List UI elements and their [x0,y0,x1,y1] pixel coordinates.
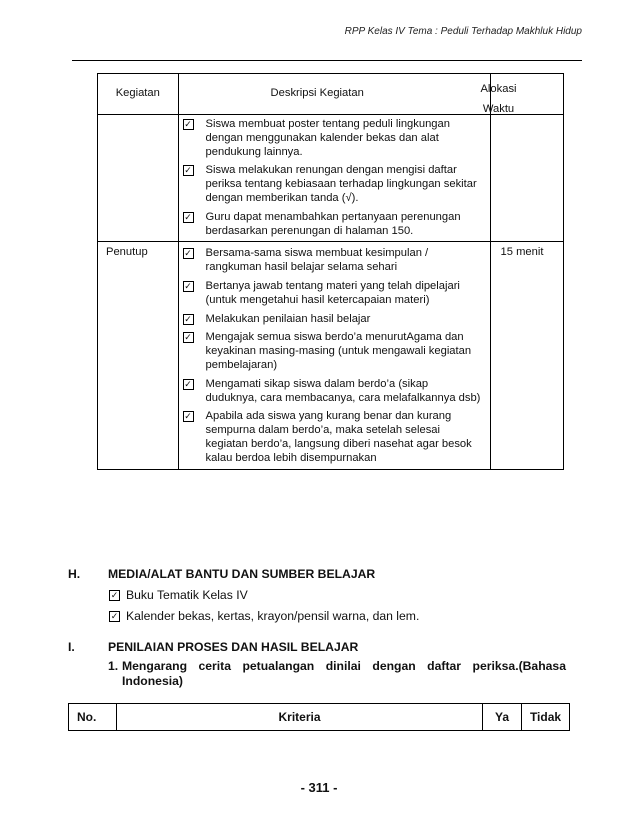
criteria-col-no: No. [69,704,117,731]
list-item: ✓ Mengajak semua siswa berdo’a menurutAgama dan keyakinan masing-masing (untuk mengawali kegiatan pembelajaran) [184,331,472,371]
running-title: RPP Kelas IV Tema : Peduli Terhadap Makhluk Hidup [344,26,582,37]
list-item: ✓ Mengamati sikap siswa dalam berdo’a (sikap duduknya, cara membacanya, cara melafalkannya dsb) [184,377,481,404]
criteria-table [68,703,570,731]
criteria-header-row [69,704,570,731]
row-label: Penutup [98,242,179,469]
col-header-deskripsi: Deskripsi Kegiatan [178,74,490,115]
table-row [98,242,564,469]
list-item: ✓ Bertanya jawab tentang materi yang telah dipelajari (untuk mengetahui hasil ketercapaian materi) [184,279,460,306]
running-header [72,26,582,61]
page-number: - 311 - [300,780,338,795]
list-item: ✓ Kalender bekas, kertas, krayon/pensil warna, dan lem. [110,609,420,623]
col-header-alokasi: Alokasi Waktu [490,74,563,115]
list-item: ✓ Apabila ada siswa yang kurang benar dan kurang sempurna dalam berdo’a, maka setelah selesai kegiatan berdo’a, langsung diberi nasehat agar besok kalau berdoa lebih disempurnakan [184,410,472,464]
criteria-item-number: 1. [108,659,119,673]
col-header-kegiatan: Kegiatan [98,74,179,115]
row-allocation: 15 menit [490,242,563,469]
row-description [178,242,490,469]
row-description [178,115,490,242]
list-item: ✓ Siswa melakukan renungan dengan mengisi daftar periksa tentang kebiasaan terhadap lingkungan sekitar dengan memberikan tanda (√). [184,164,477,204]
section-title: MEDIA/ALAT BANTU DAN SUMBER BELAJAR [108,567,376,581]
checkbox-icon: ✓ [110,590,119,600]
criteria-item-text: Mengarang cerita petualangan dinilai dengan daftar periksa.(Bahasa Indonesia) [122,659,566,688]
checkbox-icon: ✓ [184,378,192,389]
activity-list [180,243,489,465]
checkbox-icon: ✓ [184,248,192,259]
list-item: ✓ Bersama-sama siswa membuat kesimpulan / rangkuman hasil belajar selama sehari [184,247,429,274]
row-allocation [490,115,563,242]
section-letter: I. [68,640,75,654]
criteria-col-kriteria: Kriteria [117,704,483,731]
section-media [68,567,588,627]
list-item: ✓ Siswa membuat poster tentang peduli lingkungan dengan menggunakan kalender bekas dan alat pendukung lainnya. [184,118,450,158]
checkbox-icon: ✓ [184,411,192,422]
list-item: ✓ Guru dapat menambahkan pertanyaan perenungan berdasarkan perenungan di halaman 150. [184,210,461,237]
section-letter: H. [68,567,81,581]
checkbox-icon: ✓ [184,332,192,343]
list-item: ✓ Melakukan penilaian hasil belajar [184,312,371,325]
checkbox-icon: ✓ [184,119,192,129]
checkbox-icon: ✓ [184,280,192,291]
table-row [98,115,564,242]
criteria-col-ya: Ya [483,704,522,731]
section-penilaian [68,640,588,690]
checkbox-icon: ✓ [110,611,119,621]
section-title: PENILAIAN PROSES DAN HASIL BELAJAR [108,640,359,654]
criteria-col-tidak: Tidak [522,704,570,731]
activity-list [180,116,489,238]
media-list [108,588,419,630]
activity-table [97,73,564,470]
checkbox-icon: ✓ [184,165,192,176]
activity-table-header [98,74,564,115]
row-label [98,115,179,242]
checkbox-icon: ✓ [184,211,192,222]
checkbox-icon: ✓ [184,313,192,324]
list-item: ✓ Buku Tematik Kelas IV [110,588,248,602]
